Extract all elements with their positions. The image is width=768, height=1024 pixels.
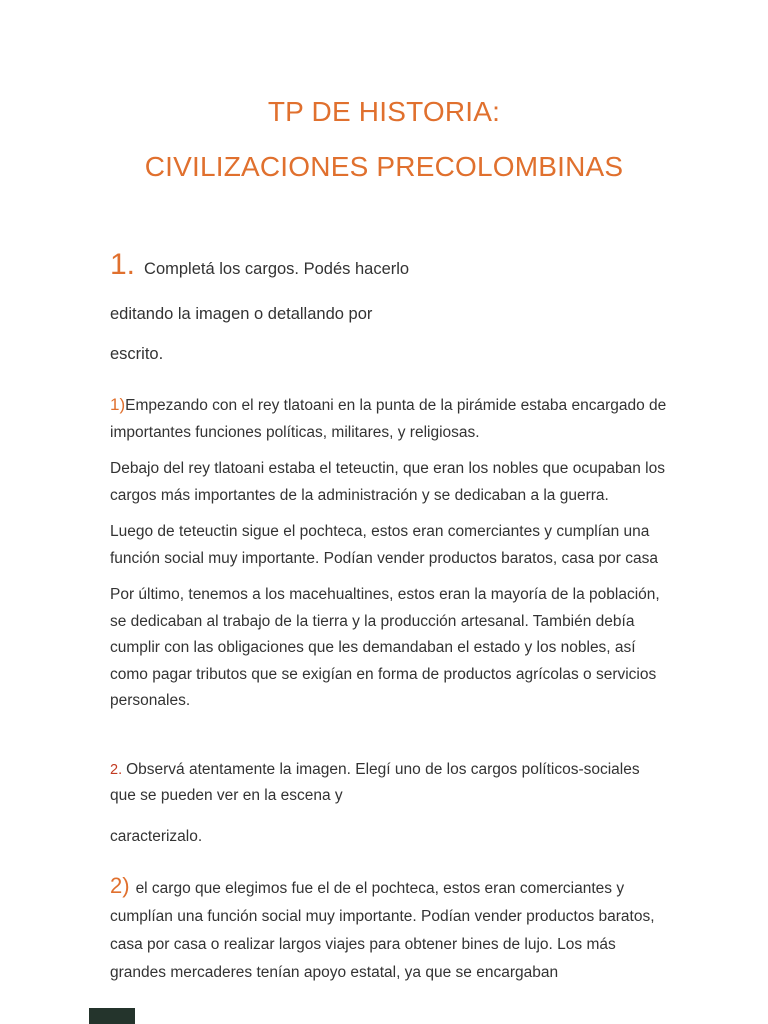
answer1-block — [110, 392, 668, 715]
answer1-marker: 1) — [110, 395, 126, 414]
question1-line2: editando la imagen o detallando por — [110, 305, 373, 323]
question1-text1: Completá los cargos. Podés hacerlo — [144, 260, 410, 278]
question2-text: Observá atentamente la imagen. Elegí uno de los cargos políticos-sociales que se pueden ver en la escena y — [110, 760, 640, 804]
document-title-line2: CIVILIZACIONES PRECOLOMBINAS — [144, 151, 624, 182]
question2-block — [110, 757, 668, 851]
question2-line2: caracterizalo. — [110, 827, 203, 845]
question2-number: 2. — [110, 761, 123, 778]
answer1-paragraph-3: Luego de teteuctin sigue el pochteca, estos eran comerciantes y cumplían una función social muy importante. Podían vender productos baratos, casa por casa — [110, 523, 658, 567]
question1-line3: escrito. — [110, 345, 164, 363]
document-title-line1: TP DE HISTORIA: — [267, 96, 501, 127]
question1-number: 1. — [110, 248, 136, 281]
document-body — [110, 248, 668, 987]
question1-line1 — [110, 248, 668, 282]
answer2-text: el cargo que elegimos fue el de el pochteca, estos eran comerciantes y cumplían una función social muy importante. Podían vender productos baratos, casa por casa o realizar largos viajes para obtener bines de lujo. Los más grandes mercaderes tenían apoyo estatal, ya que se encargaban — [110, 880, 655, 981]
answer1-paragraph-2: Debajo del rey tlatoani estaba el teteuctin, que eran los nobles que ocupaban los cargos más importantes de la administración y se dedicaban a la guerra. — [110, 460, 665, 504]
next-page-image-fragment — [89, 1008, 135, 1024]
answer2-paragraph — [110, 872, 668, 987]
answer1-paragraph-4: Por último, tenemos a los macehualtines, estos eran la mayoría de la población, se dedicaban al trabajo de la tierra y la producción artesanal. También debía cumplir con las obligaciones que les demandaban el estado y los nobles, así como pagar tributos que se exigían en forma de productos agrícolas o servicios personales. — [110, 586, 660, 709]
answer1-paragraph-1-text: Empezando con el rey tlatoani en la punta de la pirámide estaba encargado de importantes funciones políticas, militares, y religiosas. — [110, 397, 667, 441]
answer2-marker: 2) — [110, 873, 130, 898]
document-title — [0, 84, 768, 194]
question2-line1 — [110, 757, 668, 810]
question1-block — [110, 248, 668, 374]
answer1-paragraph-1 — [110, 392, 668, 446]
answer2-block — [110, 872, 668, 987]
